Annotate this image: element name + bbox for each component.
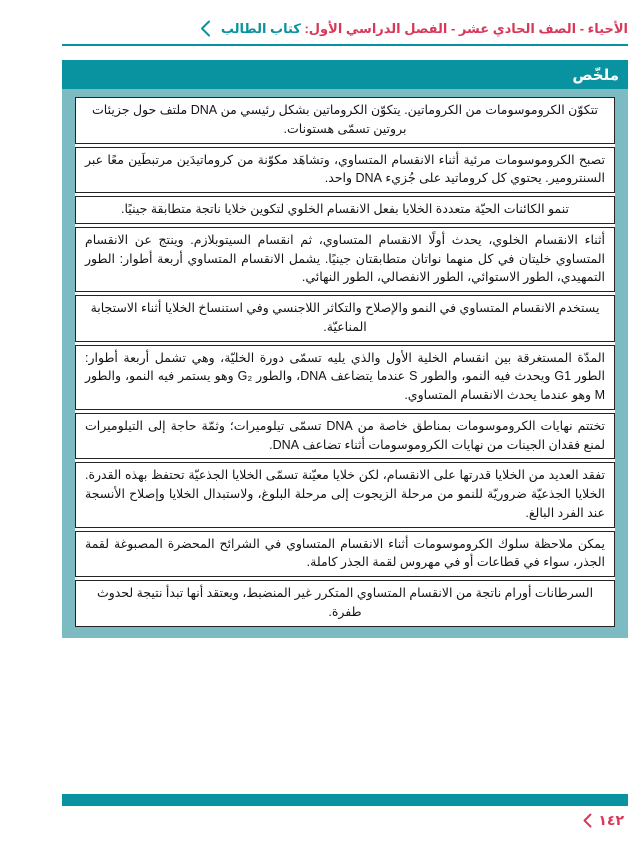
summary-item: تصبح الكروموسومات مرئية أثناء الانقسام المتساوي، وتشاهَد مكوّنة من كروماتيدَين مرتبطَين معًا عبر السنترومير. يحتوي كل كروماتيد على جُزيء DNA واحد. <box>75 147 615 194</box>
summary-item: المدّة المستغرقة بين انقسام الخلية الأول والذي يليه تسمّى دورة الخليّة، وهي تشمل أربعة أطوار: الطور G1 ويحدث فيه النمو، والطور S عندما يتضاعف DNA، والطور G₂ وهو يستمر فيه النمو، والطور M وهو عندما يحدث الانقسام المتساوي. <box>75 345 615 410</box>
header-book-label: كتاب الطالب <box>220 20 301 36</box>
header-course-title: الأحياء - الصف الحادي عشر - الفصل الدراسي الأول: <box>304 20 628 36</box>
chevron-left-icon <box>583 813 592 828</box>
summary-item: تفقد العديد من الخلايا قدرتها على الانقسام، لكن خلايا معيّنة تسمّى الخلايا الجذعيّة تحتفظ بهذه القدرة. الخلايا الجذعيّة ضروريّة للنمو من مرحلة الزيجوت إلى مرحلة البلوغ، ولاستبدال الخلايا وإصلاح الأنسجة عند الفرد البالغ. <box>75 462 615 527</box>
summary-item: أثناء الانقسام الخلوي، يحدث أولًا الانقسام المتساوي، ثم انقسام السيتوبلازم. وينتج عن الانقسام المتساوي خليتان في كل منهما نواتان متطابقتان جينيًا. يشمل الانقسام المتساوي أربعة أطوار: الطور التمهيدي، الطور الاستوائي، الطور الانفصالي، الطور النهائي. <box>75 227 615 292</box>
summary-section <box>62 60 628 638</box>
summary-title: ملخّص <box>572 66 619 84</box>
summary-item: تختتم نهايات الكروموسومات بمناطق خاصة من DNA تسمّى تيلوميرات؛ وثمّة حاجة إلى التيلوميرات لمنع فقدان الجينات من نهايات الكروموسومات أثناء تضاعف DNA. <box>75 413 615 460</box>
page-header <box>62 20 628 46</box>
summary-item: يستخدم الانقسام المتساوي في النمو والإصلاح والتكاثر اللاجنسي وفي استنساخ الخلايا أثناء الاستجابة المناعيّة. <box>75 295 615 342</box>
summary-item: تنمو الكائنات الحيّة متعددة الخلايا بفعل الانقسام الخلوي لتكوين خلايا ناتجة متطابقة جينيًا. <box>75 196 615 224</box>
footer-bar <box>62 794 628 806</box>
header-row <box>62 20 628 37</box>
summary-item: يمكن ملاحظة سلوك الكروموسومات أثناء الانقسام المتساوي في الشرائح المحضرة المصبوغة لقمة الجذر، سواء في قطاعات أو في مهروس لقمة الجذر كاملة. <box>75 531 615 578</box>
chevron-left-icon <box>200 20 211 37</box>
summary-title-bar <box>62 60 628 89</box>
header-title <box>221 21 628 37</box>
summary-list <box>75 97 615 627</box>
summary-item: السرطانات أورام ناتجة من الانقسام المتساوي المتكرر غير المنضبط، ويعتقد أنها تبدأ نتيجة لحدوث طفرة. <box>75 580 615 627</box>
summary-item: تتكوّن الكروموسومات من الكروماتين. يتكوّن الكروماتين بشكل رئيسي من DNA ملتف حول جزيئات بروتين تسمّى هستونات. <box>75 97 615 144</box>
page-number <box>583 812 624 829</box>
page-number-value: ١٤٢ <box>598 812 624 828</box>
header-divider <box>62 44 628 46</box>
